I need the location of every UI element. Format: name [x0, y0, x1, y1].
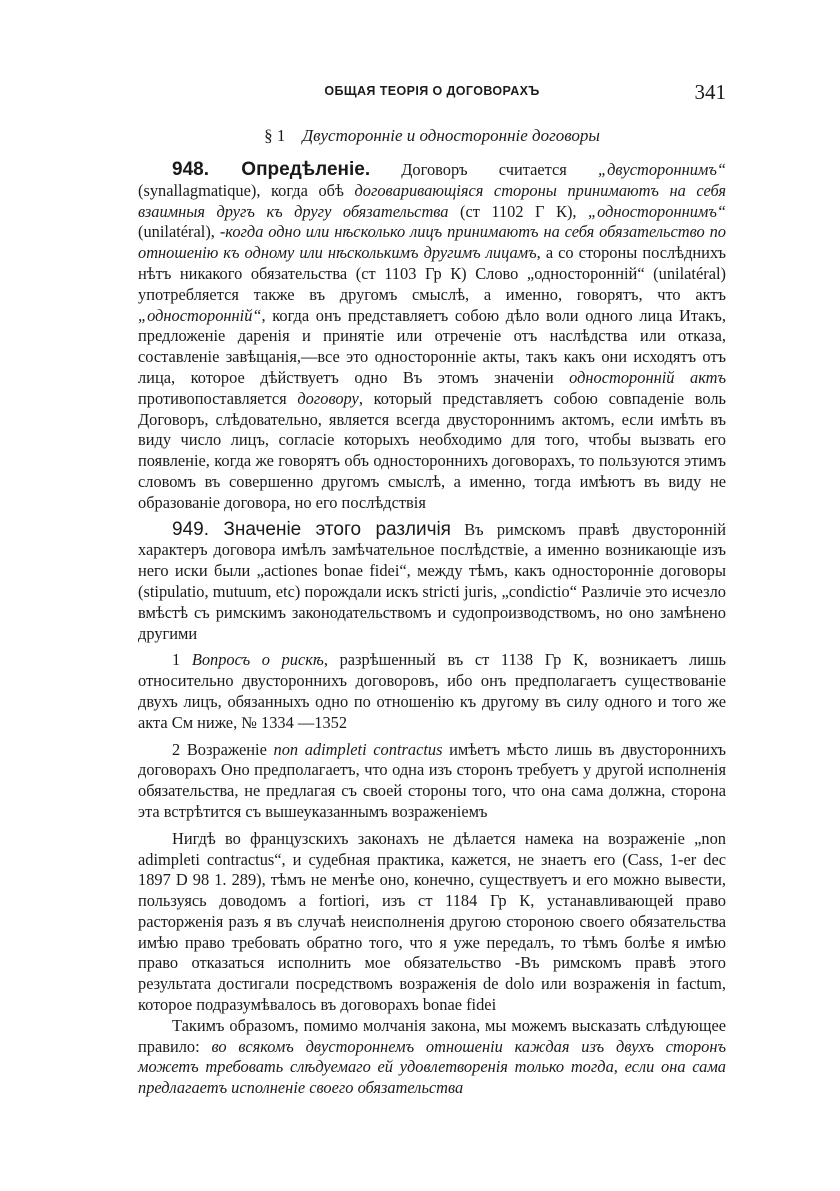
text-run: , разрѣшенный въ ст 1138 Гр К, возникаетъ лишь относительно двустороннихъ договоровъ, ибо онъ предполагаетъ существованіе двухъ лицъ, обязанныхъ одно по отношенію къ другому въ силу одного и того же акта См ниже, № 1334 —1352: [138, 650, 726, 732]
page-header: [138, 80, 726, 104]
running-title: ОБЩАЯ ТЕОРІЯ О ДОГОВОРАХЪ: [324, 84, 540, 98]
text-run: 1: [172, 650, 192, 670]
paragraph-949-heading: 949. Значеніе этого различія: [172, 518, 451, 540]
text-run: имѣетъ мѣсто лишь въ двустороннихъ договорахъ Оно предполагаетъ, что одна изъ сторонъ требуетъ у другой исполненія обязательства, не предлагая съ своей стороны того, что она сама должна, сторона эта встрѣтится съ вышеуказаннымъ возраженіемъ: [138, 739, 726, 821]
point-2: [138, 740, 726, 823]
section-title: [138, 126, 726, 146]
page-number: 341: [694, 80, 726, 104]
italic-run: односторонній актъ: [569, 367, 726, 387]
paragraph-nigde: Нигдѣ во французскихъ законахъ не дѣлается намека на возраженіе „non adimpleti contractus“, и судебная практика, кажется, не знаетъ его (Cass, 1-er dec 1897 D 98 1. 289), тѣмъ не менѣе оно, конечно, существуетъ и его можно вывести, пользуясь доводомъ a fortiori, изъ ст 1184 Гр К, устанавливающей право расторженія разъ я въ случаѣ неисполненія другою стороною своего обязательства имѣю право требовать обратно того, что я уже передалъ, то тѣмъ болѣе я имѣю право отказаться исполнить мое обязательство -Въ римскомъ правѣ этого результата достигали посредствомъ возраженія de dolo или возраженія in factum, которое подразумѣвалось въ договорахъ bonae fidei: [138, 828, 726, 1015]
text-run: , когда онъ представляетъ собою дѣло воли одного лица Итакъ, предложеніе даренія и принятіе или отреченіе отъ наслѣдства или отказа, составленіе завѣщанія,—все это односторонніе акты, такъ какъ они исходятъ отъ лица, которое дѣйствуетъ одно Въ этомъ значеніи: [138, 305, 726, 387]
paragraph-949: [138, 520, 726, 645]
text-run: Такимъ образомъ, помимо молчанія закона, мы можемъ высказать слѣдующее правило:: [138, 1015, 726, 1056]
text-run: (ст 1102 Г К),: [448, 201, 589, 221]
text-run: (synallagmatique), когда обѣ: [138, 180, 355, 200]
text-run: противопоставляется: [138, 388, 298, 408]
italic-run: „односторонній“: [138, 305, 262, 325]
paragraph-takim: [138, 1016, 726, 1099]
body-text: [138, 160, 726, 1099]
italic-run: -когда одно или нѣсколько лицъ принимаютъ на себя обязательство по отношенію къ одному или нѣсколькимъ другимъ лицамъ: [138, 222, 726, 263]
italic-run: договаривающіяся стороны принимаютъ на себя взаимныя другъ къ другу обязательства: [138, 180, 726, 221]
italic-run: Вопросъ о рискѣ: [191, 650, 324, 670]
section-mark: § 1: [264, 126, 286, 145]
text-run: , а со стороны послѣднихъ нѣтъ никакого обязательства (ст 1103 Гр К) Слово „односторонній“ (unilatéral) употребляется также въ другомъ смыслѣ, а именно, говорятъ, что актъ: [138, 243, 726, 304]
italic-run: non adimpleti contractus: [273, 739, 443, 759]
italic-run: „двустороннимъ“: [597, 160, 726, 179]
paragraph-948: [138, 160, 726, 514]
italic-run: договору: [297, 388, 359, 408]
section-name: Двусторонніе и односторонніе договоры: [302, 126, 600, 145]
italic-run: „одностороннимъ“: [588, 201, 726, 221]
point-1: [138, 650, 726, 733]
text-run: Въ римскомъ правѣ двусторонній характеръ договора имѣлъ замѣчательное послѣдствіе, а именно возникающіе изъ него иски были „actiones bonae fidei“, между тѣмъ, какъ односторонніе договоры (stipulatio, mutuum, etc) порождали искъ stricti juris, „condictio“ Различіе это исчезло вмѣстѣ съ римскимъ законодательствомъ и судопроизводствомъ, но оно замѣнено другими: [138, 519, 727, 643]
text-run: 2 Возраженіе: [172, 739, 274, 759]
text-run: , который представляетъ собою совпаденіе воль Договоръ, слѣдовательно, является всегда двустороннимъ актомъ, если имѣть въ виду число лицъ, согласіе которыхъ необходимо для того, чтобы вызвать его появленіе, когда же говорятъ объ одностороннихъ договорахъ, то пользуются этимъ словомъ въ совершенно другомъ смыслѣ, а именно, тогда имѣютъ въ виду не образованіе договора, но его послѣдствія: [138, 388, 726, 512]
text-run: (unilatéral),: [138, 222, 220, 242]
paragraph-948-heading: 948. Опредѣленіе.: [172, 159, 371, 180]
text-run: Договоръ считается: [370, 160, 598, 179]
italic-run: во всякомъ двустороннемъ отношеніи каждая изъ двухъ сторонъ можетъ требовать слѣдуемаго ей удовлетворенія только тогда, если она сама предлагаетъ исполненіе своего обязательства: [138, 1036, 726, 1098]
